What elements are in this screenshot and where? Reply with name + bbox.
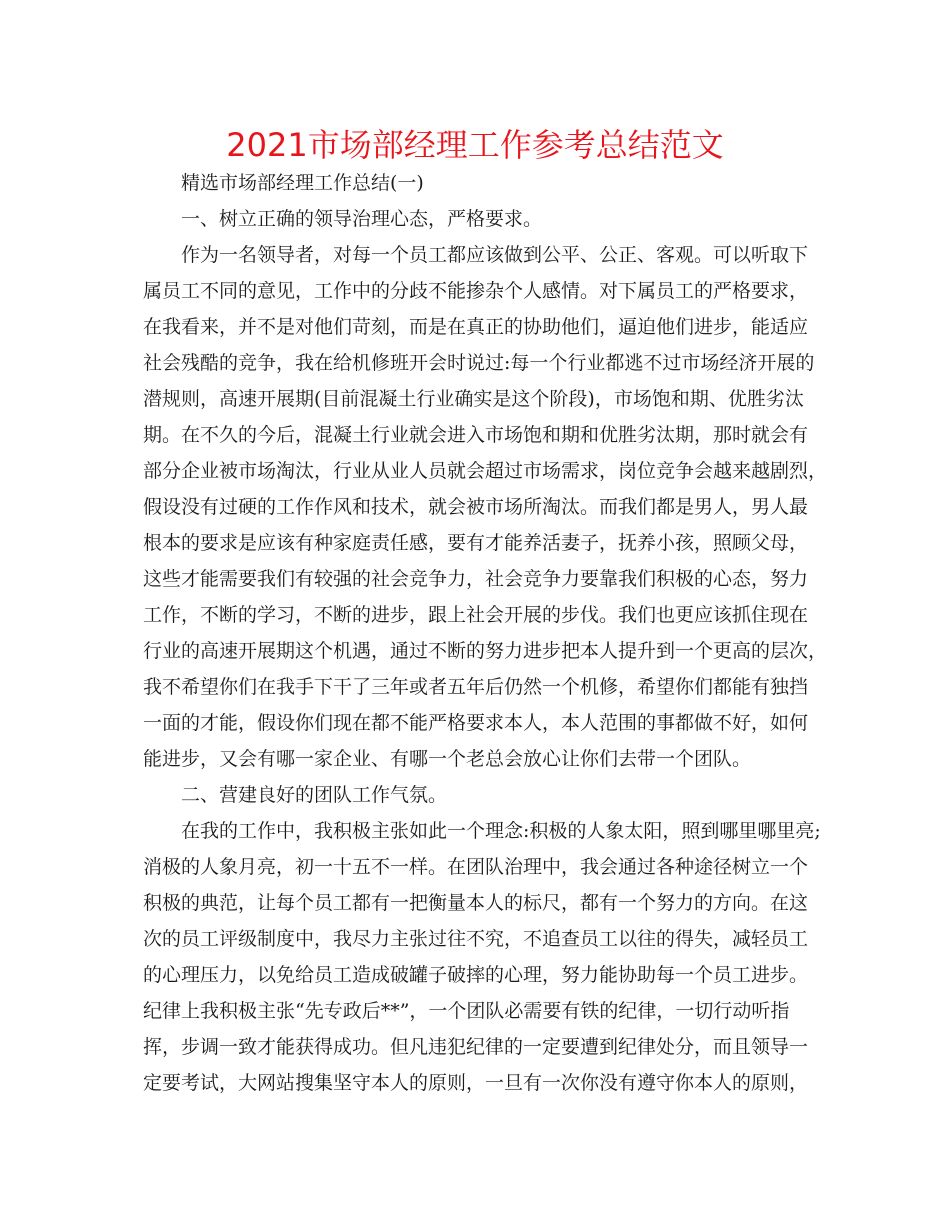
body-line: 根本的要求是应该有种家庭责任感，要有才能养活妻子，抚养小孩，照顾父母， <box>143 532 809 554</box>
body-line: 二、营建良好的团队工作气氛。 <box>181 784 448 806</box>
body-line: 在我看来，并不是对他们苛刻，而是在真正的协助他们，逼迫他们进步，能适应 <box>143 316 809 338</box>
body-line: 挥，步调一致才能获得成功。但凡违犯纪律的一定要遭到纪律处分，而且领导一 <box>143 1036 809 1058</box>
body-line: 纪律上我积极主张“先专政后**”，一个团队必需要有铁的纪律，一切行动听指 <box>143 1000 790 1022</box>
body-line: 积极的典范，让每个员工都有一把衡量本人的标尺，都有一个努力的方向。在这 <box>143 892 809 914</box>
body-line: 这些才能需要我们有较强的社会竞争力，社会竞争力要靠我们积极的心态，努力 <box>143 568 809 590</box>
body-line: 属员工不同的意见，工作中的分歧不能掺杂个人感情。对下属员工的严格要求， <box>143 280 809 302</box>
body-line: 能进步，又会有哪一家企业、有哪一个老总会放心让你们去带一个团队。 <box>143 748 752 770</box>
body-line: 部分企业被市场淘汰，行业从业人员就会超过市场需求，岗位竞争会越来越剧烈， <box>143 460 828 482</box>
document-body <box>143 165 828 1101</box>
body-line: 的心理压力，以免给员工造成破罐子破摔的心理，努力能协助每一个员工进步。 <box>143 964 809 986</box>
body-line: 潜规则，高速开展期(目前混凝土行业确实是这个阶段)，市场饱和期、优胜劣汰 <box>143 388 804 410</box>
body-line: 工作，不断的学习，不断的进步，跟上社会开展的步伐。我们也更应该抓住现在 <box>143 604 809 626</box>
body-line: 作为一名领导者，对每一个员工都应该做到公平、公正、客观。可以听取下 <box>181 244 809 266</box>
body-line: 一、树立正确的领导治理心态，严格要求。 <box>181 208 543 230</box>
body-line: 在我的工作中，我积极主张如此一个理念:积极的人象太阳，照到哪里哪里亮; <box>181 820 821 842</box>
document-title: 2021市场部经理工作参考总结范文 <box>226 126 724 164</box>
body-line: 一面的才能，假设你们现在都不能严格要求本人，本人范围的事都做不好，如何 <box>143 712 809 734</box>
body-line: 行业的高速开展期这个机遇，通过不断的努力进步把本人提升到一个更高的层次， <box>143 640 828 662</box>
body-line: 我不希望你们在我手下干了三年或者五年后仍然一个机修，希望你们都能有独挡 <box>143 676 809 698</box>
body-line: 次的员工评级制度中，我尽力主张过往不究，不追查员工以往的得失，减轻员工 <box>143 928 809 950</box>
body-line: 期。在不久的今后，混凝土行业就会进入市场饱和期和优胜劣汰期，那时就会有 <box>143 424 809 446</box>
body-line: 精选市场部经理工作总结(一) <box>181 172 424 194</box>
body-line: 假设没有过硬的工作作风和技术，就会被市场所淘汰。而我们都是男人，男人最 <box>143 496 809 518</box>
body-line: 社会残酷的竞争，我在给机修班开会时说过:每一个行业都逃不过市场经济开展的 <box>143 352 815 374</box>
body-line: 消极的人象月亮，初一十五不一样。在团队治理中，我会通过各种途径树立一个 <box>143 856 809 878</box>
body-line: 定要考试，大网站搜集坚守本人的原则，一旦有一次你没有遵守你本人的原则， <box>143 1072 809 1094</box>
